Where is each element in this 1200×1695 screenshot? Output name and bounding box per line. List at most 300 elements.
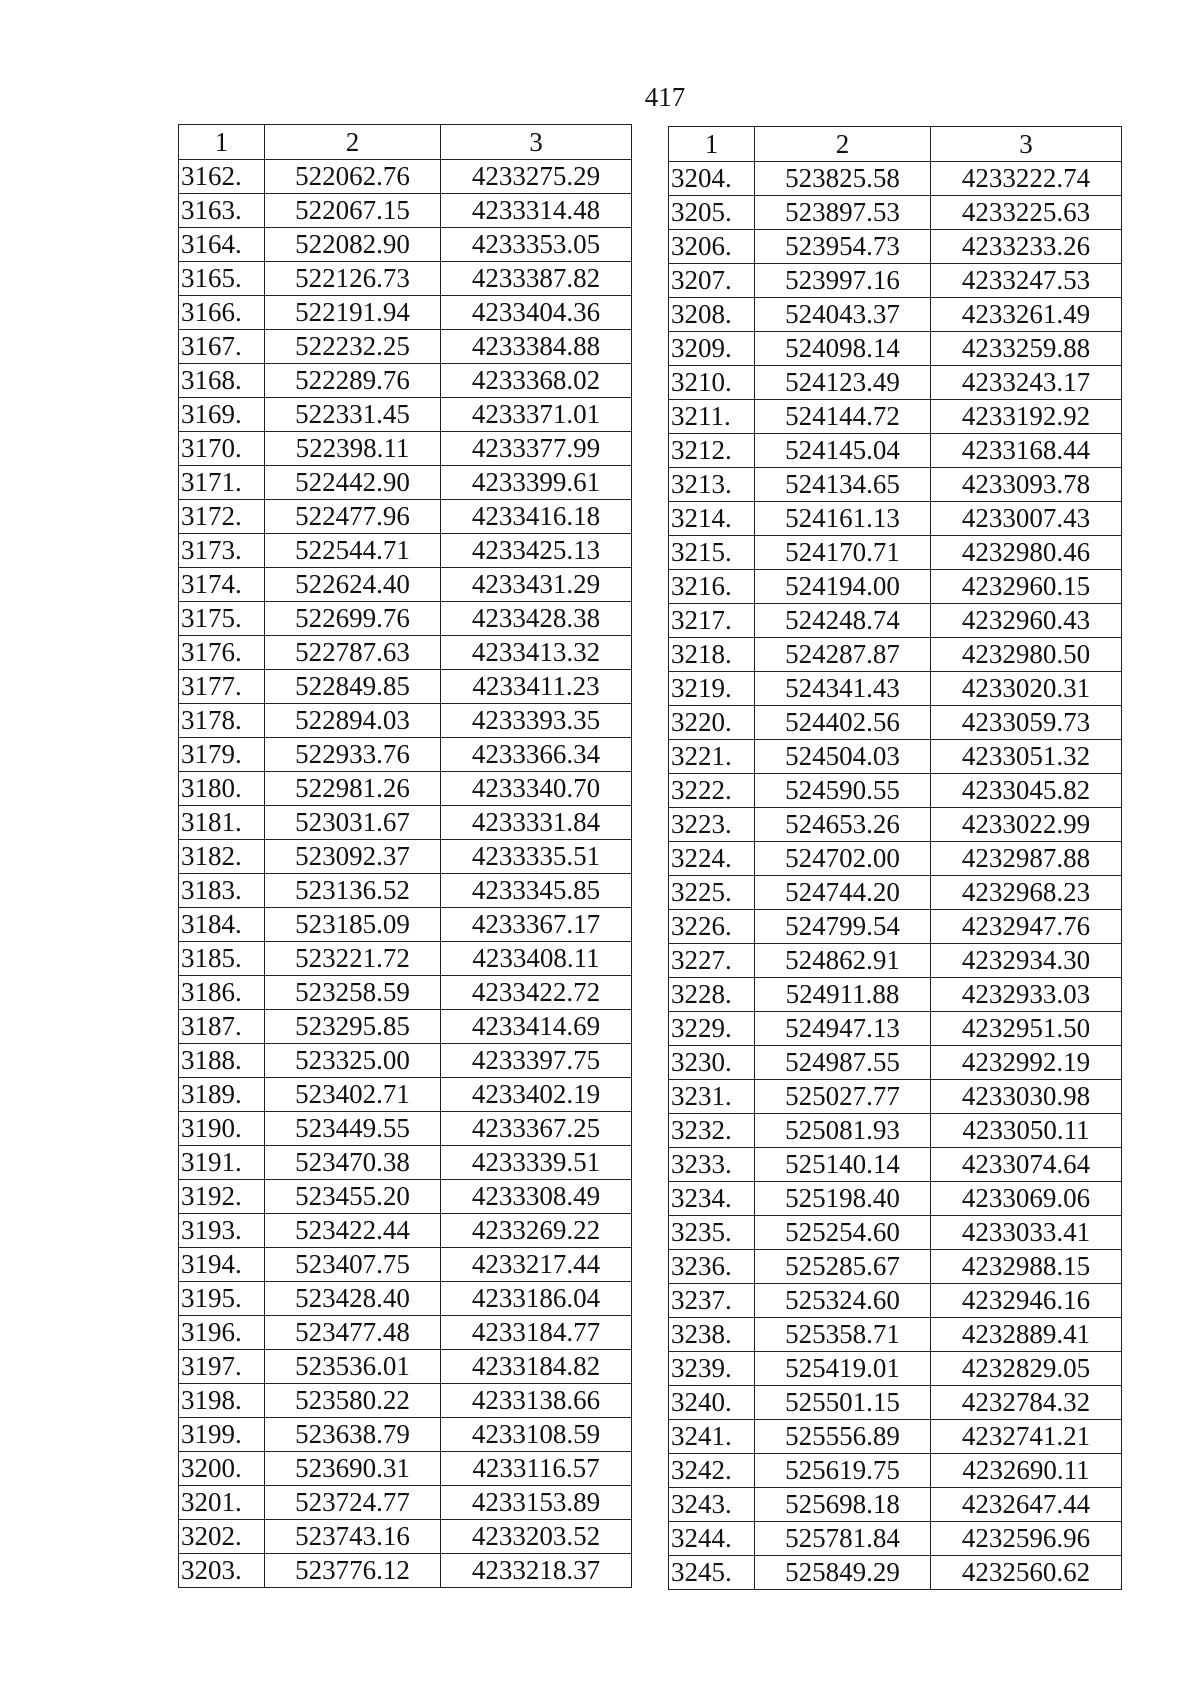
coordinate-x-cell: 524911.88: [755, 978, 931, 1012]
table-row: [179, 874, 632, 908]
coordinate-x-cell: 523031.67: [265, 806, 441, 840]
coordinate-y-cell: 4233404.36: [441, 296, 632, 330]
table-row: [179, 1384, 632, 1418]
coordinate-x-cell: 522082.90: [265, 228, 441, 262]
table-row: [669, 1522, 1122, 1556]
coordinate-x-cell: 524098.14: [755, 332, 931, 366]
table-row: [669, 162, 1122, 196]
table-row: [179, 1418, 632, 1452]
coordinate-y-cell: 4232829.05: [931, 1352, 1122, 1386]
coordinate-y-cell: 4232947.76: [931, 910, 1122, 944]
coordinate-x-cell: 522849.85: [265, 670, 441, 704]
coordinate-x-cell: 524248.74: [755, 604, 931, 638]
table-row: [179, 1486, 632, 1520]
coordinate-y-cell: 4233138.66: [441, 1384, 632, 1418]
column-header-3: 3: [441, 125, 632, 160]
point-number-cell: 3167.: [179, 330, 265, 364]
coordinate-y-cell: 4232980.50: [931, 638, 1122, 672]
point-number-cell: 3162.: [179, 160, 265, 194]
point-number-cell: 3238.: [669, 1318, 755, 1352]
point-number-cell: 3163.: [179, 194, 265, 228]
coordinate-x-cell: 524043.37: [755, 298, 931, 332]
table-row: [179, 1248, 632, 1282]
coordinate-y-cell: 4233339.51: [441, 1146, 632, 1180]
column-header-3: 3: [931, 127, 1122, 162]
coordinate-y-cell: 4232596.96: [931, 1522, 1122, 1556]
table-row: [179, 1452, 632, 1486]
point-number-cell: 3205.: [669, 196, 755, 230]
coordinate-x-cell: 525140.14: [755, 1148, 931, 1182]
coordinate-x-cell: 523638.79: [265, 1418, 441, 1452]
table-row: [669, 502, 1122, 536]
coordinate-x-cell: 524862.91: [755, 944, 931, 978]
point-number-cell: 3194.: [179, 1248, 265, 1282]
point-number-cell: 3187.: [179, 1010, 265, 1044]
table-row: [669, 264, 1122, 298]
table-row: [669, 1148, 1122, 1182]
coordinate-y-cell: 4233030.98: [931, 1080, 1122, 1114]
point-number-cell: 3245.: [669, 1556, 755, 1590]
table-row: [179, 364, 632, 398]
point-number-cell: 3170.: [179, 432, 265, 466]
point-number-cell: 3196.: [179, 1316, 265, 1350]
point-number-cell: 3202.: [179, 1520, 265, 1554]
point-number-cell: 3244.: [669, 1522, 755, 1556]
coordinate-y-cell: 4233186.04: [441, 1282, 632, 1316]
coordinate-x-cell: 524987.55: [755, 1046, 931, 1080]
point-number-cell: 3199.: [179, 1418, 265, 1452]
coordinate-y-cell: 4233222.74: [931, 162, 1122, 196]
point-number-cell: 3224.: [669, 842, 755, 876]
table-row: [179, 1214, 632, 1248]
coordinates-table-left: [178, 124, 632, 1588]
coordinate-x-cell: 523477.48: [265, 1316, 441, 1350]
coordinate-x-cell: 523449.55: [265, 1112, 441, 1146]
coordinate-x-cell: 524402.56: [755, 706, 931, 740]
coordinate-y-cell: 4233387.82: [441, 262, 632, 296]
point-number-cell: 3193.: [179, 1214, 265, 1248]
coordinate-y-cell: 4233397.75: [441, 1044, 632, 1078]
coordinate-y-cell: 4233431.29: [441, 568, 632, 602]
table-row: [179, 1112, 632, 1146]
coordinate-x-cell: 524134.65: [755, 468, 931, 502]
point-number-cell: 3236.: [669, 1250, 755, 1284]
coordinate-y-cell: 4233413.32: [441, 636, 632, 670]
table-row: [669, 1488, 1122, 1522]
table-row: [179, 704, 632, 738]
table-row: [179, 1520, 632, 1554]
coordinate-y-cell: 4232980.46: [931, 536, 1122, 570]
coordinate-x-cell: 523743.16: [265, 1520, 441, 1554]
column-header-2: 2: [755, 127, 931, 162]
point-number-cell: 3171.: [179, 466, 265, 500]
coordinate-x-cell: 524144.72: [755, 400, 931, 434]
coordinate-y-cell: 4233368.02: [441, 364, 632, 398]
coordinate-x-cell: 523690.31: [265, 1452, 441, 1486]
point-number-cell: 3216.: [669, 570, 755, 604]
point-number-cell: 3234.: [669, 1182, 755, 1216]
coordinate-y-cell: 4233153.89: [441, 1486, 632, 1520]
point-number-cell: 3208.: [669, 298, 755, 332]
table-row: [669, 1080, 1122, 1114]
point-number-cell: 3241.: [669, 1420, 755, 1454]
coordinate-x-cell: 525198.40: [755, 1182, 931, 1216]
coordinate-y-cell: 4233425.13: [441, 534, 632, 568]
table-row: [669, 400, 1122, 434]
coordinate-y-cell: 4233116.57: [441, 1452, 632, 1486]
coordinate-x-cell: 523221.72: [265, 942, 441, 976]
table-row: [179, 500, 632, 534]
table-row: [179, 602, 632, 636]
point-number-cell: 3190.: [179, 1112, 265, 1146]
point-number-cell: 3212.: [669, 434, 755, 468]
coordinate-y-cell: 4232889.41: [931, 1318, 1122, 1352]
table-row: [179, 330, 632, 364]
table-row: [179, 840, 632, 874]
table-row: [179, 1282, 632, 1316]
point-number-cell: 3230.: [669, 1046, 755, 1080]
coordinate-x-cell: 525419.01: [755, 1352, 931, 1386]
table-row: [669, 774, 1122, 808]
coordinate-x-cell: 523776.12: [265, 1554, 441, 1588]
coordinate-x-cell: 524341.43: [755, 672, 931, 706]
table-row: [669, 298, 1122, 332]
coordinates-table-right: [668, 126, 1122, 1590]
coordinate-y-cell: 4233422.72: [441, 976, 632, 1010]
coordinate-y-cell: 4233340.70: [441, 772, 632, 806]
coordinate-x-cell: 524194.00: [755, 570, 931, 604]
table-row: [669, 570, 1122, 604]
point-number-cell: 3176.: [179, 636, 265, 670]
coordinate-y-cell: 4233074.64: [931, 1148, 1122, 1182]
table-row: [669, 1420, 1122, 1454]
coordinate-x-cell: 522398.11: [265, 432, 441, 466]
table-row: [179, 670, 632, 704]
point-number-cell: 3209.: [669, 332, 755, 366]
coordinate-x-cell: 523258.59: [265, 976, 441, 1010]
point-number-cell: 3217.: [669, 604, 755, 638]
coordinate-x-cell: 525081.93: [755, 1114, 931, 1148]
coordinate-x-cell: 525254.60: [755, 1216, 931, 1250]
table-row: [669, 332, 1122, 366]
coordinate-y-cell: 4233345.85: [441, 874, 632, 908]
coordinate-y-cell: 4232960.43: [931, 604, 1122, 638]
point-number-cell: 3240.: [669, 1386, 755, 1420]
coordinate-x-cell: 523422.44: [265, 1214, 441, 1248]
table-row: [669, 1250, 1122, 1284]
coordinate-y-cell: 4233399.61: [441, 466, 632, 500]
point-number-cell: 3165.: [179, 262, 265, 296]
table-row: [179, 738, 632, 772]
coordinate-y-cell: 4233093.78: [931, 468, 1122, 502]
table-header-row: [179, 125, 632, 160]
coordinate-y-cell: 4232951.50: [931, 1012, 1122, 1046]
coordinate-x-cell: 524287.87: [755, 638, 931, 672]
table-row: [669, 842, 1122, 876]
table-row: [179, 942, 632, 976]
table-row: [669, 1352, 1122, 1386]
coordinate-y-cell: 4233335.51: [441, 840, 632, 874]
table-row: [179, 228, 632, 262]
coordinate-y-cell: 4233366.34: [441, 738, 632, 772]
table-row: [669, 1386, 1122, 1420]
table-row: [669, 1182, 1122, 1216]
coordinate-x-cell: 522289.76: [265, 364, 441, 398]
table-row: [179, 1180, 632, 1214]
point-number-cell: 3204.: [669, 162, 755, 196]
coordinate-y-cell: 4233243.17: [931, 366, 1122, 400]
coordinate-x-cell: 523402.71: [265, 1078, 441, 1112]
point-number-cell: 3188.: [179, 1044, 265, 1078]
table-row: [669, 672, 1122, 706]
table-row: [669, 1454, 1122, 1488]
table-row: [179, 1078, 632, 1112]
coordinate-x-cell: 524799.54: [755, 910, 931, 944]
coordinate-y-cell: 4232960.15: [931, 570, 1122, 604]
coordinate-x-cell: 524653.26: [755, 808, 931, 842]
coordinate-y-cell: 4233308.49: [441, 1180, 632, 1214]
point-number-cell: 3218.: [669, 638, 755, 672]
point-number-cell: 3191.: [179, 1146, 265, 1180]
point-number-cell: 3235.: [669, 1216, 755, 1250]
coordinate-y-cell: 4233428.38: [441, 602, 632, 636]
column-header-1: 1: [669, 127, 755, 162]
point-number-cell: 3222.: [669, 774, 755, 808]
coordinate-y-cell: 4233192.92: [931, 400, 1122, 434]
point-number-cell: 3221.: [669, 740, 755, 774]
table-row: [669, 604, 1122, 638]
point-number-cell: 3219.: [669, 672, 755, 706]
coordinate-y-cell: 4233411.23: [441, 670, 632, 704]
table-row: [669, 1318, 1122, 1352]
point-number-cell: 3200.: [179, 1452, 265, 1486]
point-number-cell: 3215.: [669, 536, 755, 570]
coordinate-x-cell: 523295.85: [265, 1010, 441, 1044]
table-row: [669, 536, 1122, 570]
coordinate-y-cell: 4233371.01: [441, 398, 632, 432]
coordinate-y-cell: 4233314.48: [441, 194, 632, 228]
table-row: [669, 1114, 1122, 1148]
coordinate-x-cell: 522787.63: [265, 636, 441, 670]
table-row: [669, 808, 1122, 842]
point-number-cell: 3229.: [669, 1012, 755, 1046]
table-row: [179, 534, 632, 568]
coordinate-y-cell: 4233367.25: [441, 1112, 632, 1146]
point-number-cell: 3166.: [179, 296, 265, 330]
coordinate-y-cell: 4233020.31: [931, 672, 1122, 706]
coordinate-y-cell: 4233059.73: [931, 706, 1122, 740]
coordinate-x-cell: 523724.77: [265, 1486, 441, 1520]
coordinate-x-cell: 523185.09: [265, 908, 441, 942]
point-number-cell: 3192.: [179, 1180, 265, 1214]
point-number-cell: 3182.: [179, 840, 265, 874]
point-number-cell: 3178.: [179, 704, 265, 738]
point-number-cell: 3237.: [669, 1284, 755, 1318]
point-number-cell: 3226.: [669, 910, 755, 944]
coordinate-x-cell: 522067.15: [265, 194, 441, 228]
coordinate-x-cell: 524702.00: [755, 842, 931, 876]
page-number: 417: [644, 82, 686, 112]
table-row: [669, 944, 1122, 978]
point-number-cell: 3189.: [179, 1078, 265, 1112]
coordinate-x-cell: 523136.52: [265, 874, 441, 908]
coordinate-y-cell: 4232968.23: [931, 876, 1122, 910]
point-number-cell: 3177.: [179, 670, 265, 704]
table-row: [179, 432, 632, 466]
point-number-cell: 3168.: [179, 364, 265, 398]
coordinate-y-cell: 4233168.44: [931, 434, 1122, 468]
table-row: [179, 160, 632, 194]
point-number-cell: 3210.: [669, 366, 755, 400]
table-row: [669, 978, 1122, 1012]
coordinate-x-cell: 522624.40: [265, 568, 441, 602]
coordinate-y-cell: 4233393.35: [441, 704, 632, 738]
coordinate-x-cell: 523825.58: [755, 162, 931, 196]
coordinate-y-cell: 4233051.32: [931, 740, 1122, 774]
coordinate-x-cell: 522699.76: [265, 602, 441, 636]
table-row: [669, 196, 1122, 230]
table-row: [669, 1216, 1122, 1250]
coordinate-x-cell: 522981.26: [265, 772, 441, 806]
table-row: [669, 1012, 1122, 1046]
coordinate-x-cell: 523428.40: [265, 1282, 441, 1316]
coordinate-y-cell: 4233275.29: [441, 160, 632, 194]
table-row: [179, 194, 632, 228]
column-header-1: 1: [179, 125, 265, 160]
coordinate-y-cell: 4233022.99: [931, 808, 1122, 842]
coordinate-x-cell: 522442.90: [265, 466, 441, 500]
coordinate-y-cell: 4233384.88: [441, 330, 632, 364]
table-row: [669, 1284, 1122, 1318]
point-number-cell: 3207.: [669, 264, 755, 298]
point-number-cell: 3180.: [179, 772, 265, 806]
table-row: [179, 772, 632, 806]
coordinate-x-cell: 522477.96: [265, 500, 441, 534]
coordinate-x-cell: 524590.55: [755, 774, 931, 808]
point-number-cell: 3203.: [179, 1554, 265, 1588]
point-number-cell: 3223.: [669, 808, 755, 842]
coordinate-y-cell: 4233377.99: [441, 432, 632, 466]
point-number-cell: 3164.: [179, 228, 265, 262]
coordinate-x-cell: 525285.67: [755, 1250, 931, 1284]
coordinate-x-cell: 525358.71: [755, 1318, 931, 1352]
point-number-cell: 3243.: [669, 1488, 755, 1522]
point-number-cell: 3169.: [179, 398, 265, 432]
table-header-row: [669, 127, 1122, 162]
point-number-cell: 3197.: [179, 1350, 265, 1384]
table-row: [179, 296, 632, 330]
coordinate-y-cell: 4232988.15: [931, 1250, 1122, 1284]
point-number-cell: 3183.: [179, 874, 265, 908]
coordinate-x-cell: 523455.20: [265, 1180, 441, 1214]
point-number-cell: 3211.: [669, 400, 755, 434]
table-row: [669, 434, 1122, 468]
table-row: [179, 636, 632, 670]
coordinate-y-cell: 4233184.82: [441, 1350, 632, 1384]
table-row: [669, 876, 1122, 910]
coordinate-y-cell: 4232946.16: [931, 1284, 1122, 1318]
point-number-cell: 3242.: [669, 1454, 755, 1488]
table-row: [669, 740, 1122, 774]
coordinate-y-cell: 4233367.17: [441, 908, 632, 942]
point-number-cell: 3184.: [179, 908, 265, 942]
coordinate-y-cell: 4233217.44: [441, 1248, 632, 1282]
coordinate-x-cell: 524947.13: [755, 1012, 931, 1046]
table-row: [179, 398, 632, 432]
coordinate-x-cell: 522933.76: [265, 738, 441, 772]
coordinate-y-cell: 4233184.77: [441, 1316, 632, 1350]
coordinate-y-cell: 4233261.49: [931, 298, 1122, 332]
coordinate-x-cell: 525781.84: [755, 1522, 931, 1556]
point-number-cell: 3239.: [669, 1352, 755, 1386]
table-row: [669, 230, 1122, 264]
coordinate-y-cell: 4233225.63: [931, 196, 1122, 230]
point-number-cell: 3227.: [669, 944, 755, 978]
coordinate-y-cell: 4233259.88: [931, 332, 1122, 366]
coordinate-x-cell: 522126.73: [265, 262, 441, 296]
coordinate-y-cell: 4232560.62: [931, 1556, 1122, 1590]
coordinate-y-cell: 4233353.05: [441, 228, 632, 262]
table-row: [669, 910, 1122, 944]
table-row: [179, 908, 632, 942]
table-row: [179, 1316, 632, 1350]
coordinate-y-cell: 4233050.11: [931, 1114, 1122, 1148]
coordinate-x-cell: 522894.03: [265, 704, 441, 738]
coordinate-x-cell: 525698.18: [755, 1488, 931, 1522]
coordinate-y-cell: 4233218.37: [441, 1554, 632, 1588]
table-row: [669, 366, 1122, 400]
coordinate-x-cell: 524161.13: [755, 502, 931, 536]
coordinate-x-cell: 524504.03: [755, 740, 931, 774]
coordinate-y-cell: 4232934.30: [931, 944, 1122, 978]
coordinate-y-cell: 4233247.53: [931, 264, 1122, 298]
coordinate-y-cell: 4232784.32: [931, 1386, 1122, 1420]
coordinate-x-cell: 524145.04: [755, 434, 931, 468]
coordinate-x-cell: 523997.16: [755, 264, 931, 298]
point-number-cell: 3231.: [669, 1080, 755, 1114]
coordinate-y-cell: 4233331.84: [441, 806, 632, 840]
table-row: [179, 1350, 632, 1384]
coordinate-x-cell: 525501.15: [755, 1386, 931, 1420]
coordinate-x-cell: 522331.45: [265, 398, 441, 432]
coordinate-x-cell: 525849.29: [755, 1556, 931, 1590]
coordinate-y-cell: 4233045.82: [931, 774, 1122, 808]
column-header-2: 2: [265, 125, 441, 160]
table-row: [179, 568, 632, 602]
table-row: [669, 638, 1122, 672]
point-number-cell: 3172.: [179, 500, 265, 534]
coordinate-y-cell: 4232992.19: [931, 1046, 1122, 1080]
table-row: [669, 468, 1122, 502]
table-row: [179, 1146, 632, 1180]
coordinate-y-cell: 4233007.43: [931, 502, 1122, 536]
table-row: [669, 1556, 1122, 1590]
point-number-cell: 3232.: [669, 1114, 755, 1148]
table-row: [179, 806, 632, 840]
point-number-cell: 3233.: [669, 1148, 755, 1182]
point-number-cell: 3195.: [179, 1282, 265, 1316]
coordinate-y-cell: 4232987.88: [931, 842, 1122, 876]
coordinate-y-cell: 4233069.06: [931, 1182, 1122, 1216]
coordinate-x-cell: 524123.49: [755, 366, 931, 400]
point-number-cell: 3206.: [669, 230, 755, 264]
coordinate-y-cell: 4232690.11: [931, 1454, 1122, 1488]
coordinate-x-cell: 525324.60: [755, 1284, 931, 1318]
coordinate-x-cell: 523092.37: [265, 840, 441, 874]
coordinate-y-cell: 4233416.18: [441, 500, 632, 534]
coordinate-x-cell: 523897.53: [755, 196, 931, 230]
point-number-cell: 3174.: [179, 568, 265, 602]
